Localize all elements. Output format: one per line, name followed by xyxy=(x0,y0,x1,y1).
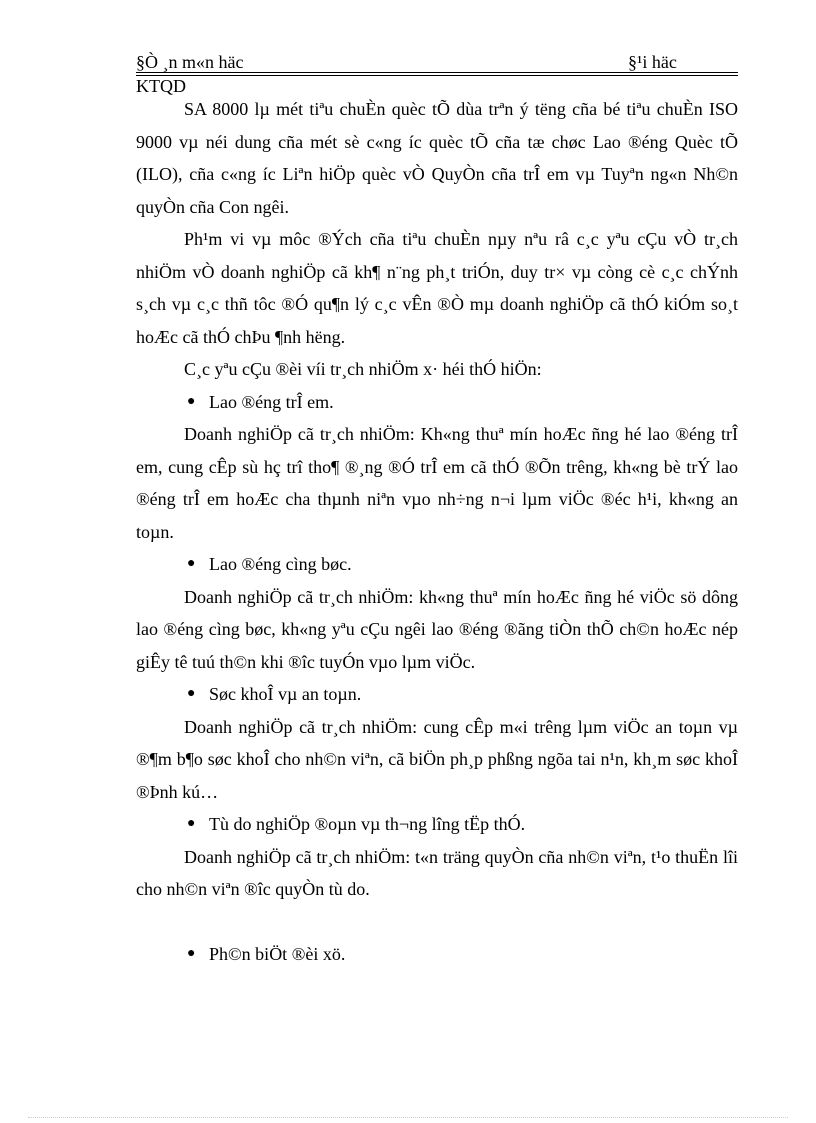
bullet-label: Lao ®éng cìng bøc. xyxy=(209,554,352,574)
bullet-label: Lao ®éng trÎ em. xyxy=(209,391,334,412)
blank-line xyxy=(136,906,738,939)
bullet-label: Ph©n biÖt ®èi xö. xyxy=(209,944,346,964)
paragraph-scope: Ph¹m vi vµ môc ®Ých cña tiªu chuÈn nµy nªu râ c¸c yªu cÇu vÒ tr¸ch nhiÖm vÒ doanh nghiÖp cã kh¶ n¨ng ph¸t triÓn, duy tr× vµ còng cè c¸c chÝnh s¸ch vµ c¸c thñ tôc ®Ó qu¶n lý c¸c vÊn ®Ò mµ doanh nghiÖp cã thÓ kiÓm so¸t hoÆc cã thÓ chÞu ¶nh hëng. xyxy=(136,229,738,347)
header-course-title: §Ò ¸n m«n häc xyxy=(136,52,244,72)
bullet-label: Søc khoÎ vµ an toµn. xyxy=(209,684,362,704)
bullet-child-labour xyxy=(136,386,738,419)
bullet-icon: ● xyxy=(187,686,196,701)
bullet-icon: ● xyxy=(187,393,196,409)
bullet-freedom-association xyxy=(136,808,738,841)
header-university: §¹i häc xyxy=(628,52,677,72)
header-school-abbrev: KTQD xyxy=(136,76,186,96)
header-rule-top xyxy=(136,72,738,73)
paragraph-freedom-association: Doanh nghiÖp cã tr¸ch nhiÖm: t«n träng quyÒn cña nh©n viªn, t¹o thuËn lîi cho nh©n viªn ®îc quyÒn tù do. xyxy=(136,846,738,899)
bullet-forced-labour xyxy=(136,548,738,581)
paragraph-sa8000: SA 8000 lµ mét tiªu chuÈn quèc tÕ dùa trªn ý tëng cña bé tiªu chuÈn ISO 9000 vµ néi dung cña mét sè c«ng íc quèc tÕ cña tæ chøc Lao ®éng Quèc tÕ (ILO), cña c«ng íc Liªn hiÖp quèc vÒ QuyÒn cña trÎ em vµ Tuyªn ng«n Nh©n quyÒn cña Con ngêi. xyxy=(136,99,738,217)
paragraph-forced-labour: Doanh nghiÖp cã tr¸ch nhiÖm: kh«ng thuª mín hoÆc ñng hé viÖc sö dông lao ®éng cìng bøc, kh«ng yªu cÇu ngêi lao ®éng ®ãng tiÒn thÕ ch©n hoÆc nép giÊy tê tuú th©n khi ®îc tuyÓn vµo lµm viÖc. xyxy=(136,586,738,672)
bullet-discrimination xyxy=(136,938,738,971)
paragraph-requirements-intro: C¸c yªu cÇu ®èi víi tr¸ch nhiÖm x· héi thÓ hiÖn: xyxy=(184,359,542,379)
body-text xyxy=(136,93,738,971)
bullet-health-safety xyxy=(136,678,738,711)
page-bottom-border xyxy=(28,1117,788,1118)
bullet-icon: ● xyxy=(187,556,196,571)
header-rule-bottom xyxy=(136,75,738,76)
bullet-icon: ● xyxy=(187,946,196,961)
paragraph-health-safety: Doanh nghiÖp cã tr¸ch nhiÖm: cung cÊp m«i trêng lµm viÖc an toµn vµ ®¶m b¶o søc khoÎ cho nh©n viªn, cã biÖn ph¸p phßng ngõa tai n¹n, kh¸m søc khoÎ ®Þnh kú… xyxy=(136,716,738,802)
bullet-icon: ● xyxy=(187,816,196,831)
bullet-label: Tù do nghiÖp ®oµn vµ th¬ng lîng tËp thÓ. xyxy=(209,814,526,834)
paragraph-child-labour: Doanh nghiÖp cã tr¸ch nhiÖm: Kh«ng thuª mín hoÆc ñng hé lao ®éng trÎ em, cung cÊp sù hç trî tho¶ ®¸ng ®Ó trÎ em cã thÓ ®Õn trêng, kh«ng bè trÝ lao ®éng trÎ em hoÆc cha thµnh niªn vµo nh÷ng n¬i lµm viÖc ®éc h¹i, kh«ng an toµn. xyxy=(136,424,738,542)
